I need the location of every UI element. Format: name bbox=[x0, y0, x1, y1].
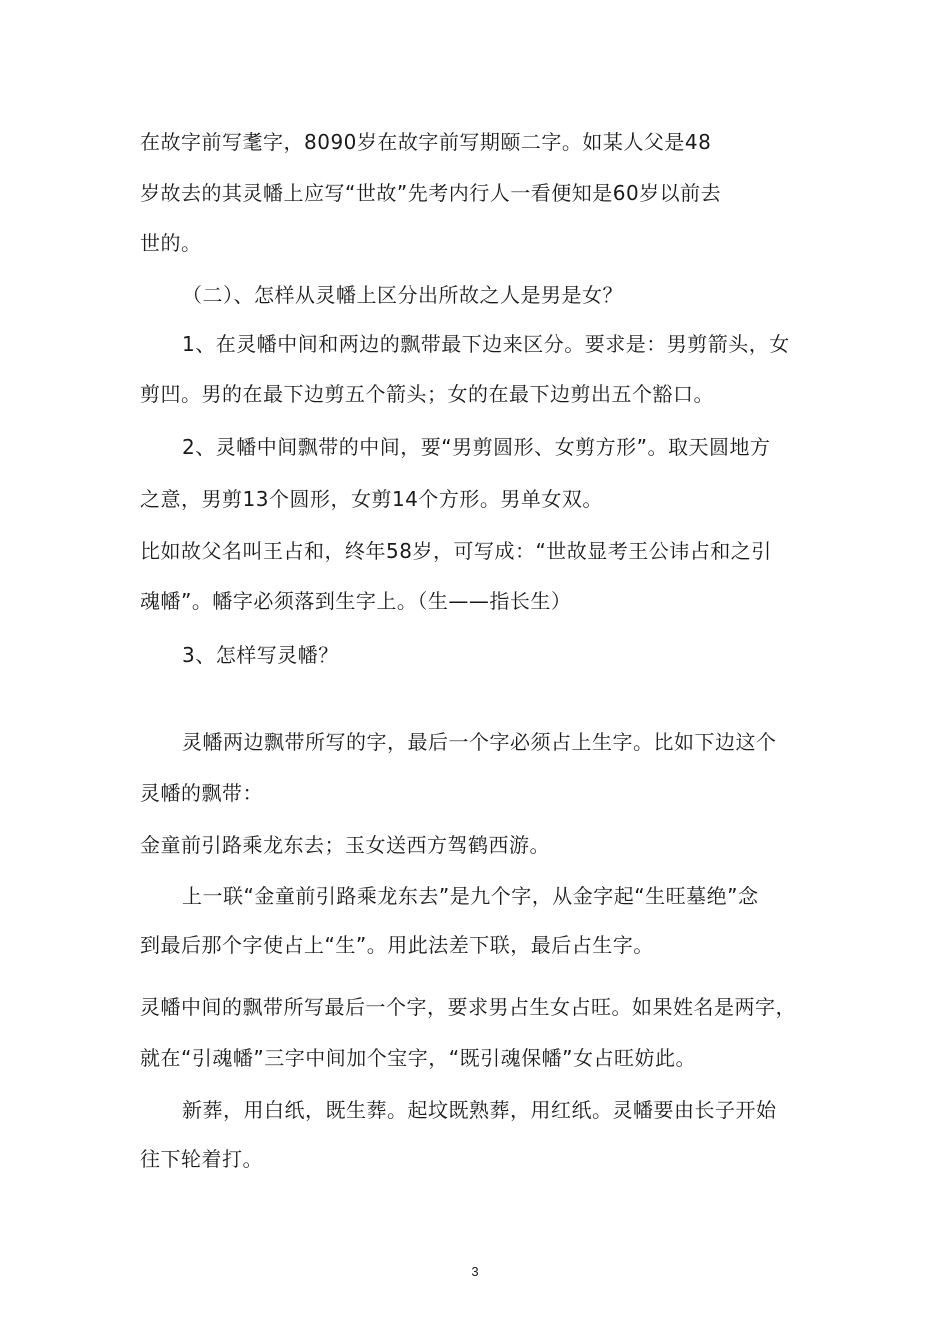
text-line: 灵幡两边飘带所写的字，最后一个字必须占上生字。比如下边这个 bbox=[182, 730, 777, 754]
text-line: 到最后那个字使占上“生”。用此法差下联，最后占生字。 bbox=[140, 933, 654, 957]
text-line: 1、在灵幡中间和两边的飘带最下边来区分。要求是：男剪箭头，女 bbox=[182, 332, 790, 356]
text-line: 新葬，用白纸，既生葬。起坟既熟葬，用红纸。灵幡要由长子开始 bbox=[182, 1098, 777, 1122]
text-line: 魂幡”。幡字必须落到生字上。（生——指长生） bbox=[140, 589, 572, 613]
page-number: 3 bbox=[471, 1264, 479, 1279]
text-line: 上一联“金童前引路乘龙东去”是九个字，从金字起“生旺墓绝”念 bbox=[182, 884, 759, 908]
text-line: 剪凹。男的在最下边剪五个箭头；女的在最下边剪出五个豁口。 bbox=[140, 382, 714, 406]
section-heading: （二）、怎样从灵幡上区分出所故之人是男是女？ bbox=[182, 283, 623, 307]
text-line: 比如故父名叫王占和，终年58岁，可写成：“世故显考王公讳占和之引 bbox=[140, 539, 772, 563]
section-heading: 3、怎样写灵幡？ bbox=[182, 643, 339, 667]
text-line: 世的。 bbox=[140, 231, 202, 255]
text-line: 就在“引魂幡”三字中间加个宝字，“既引魂保幡”女占旺妨此。 bbox=[140, 1046, 696, 1070]
text-line: 灵幡中间的飘带所写最后一个字，要求男占生女占旺。如果姓名是两字， bbox=[140, 995, 796, 1019]
text-line: 往下轮着打。 bbox=[140, 1147, 263, 1171]
text-line: 灵幡的飘带： bbox=[140, 781, 263, 805]
text-line: 2、灵幡中间飘带的中间，要“男剪圆形、女剪方形”。取天圆地方 bbox=[182, 435, 771, 459]
text-line: 金童前引路乘龙东去；玉女送西方驾鹤西游。 bbox=[140, 833, 550, 857]
text-line: 之意，男剪13个圆形，女剪14个方形。男单女双。 bbox=[140, 487, 603, 511]
text-line: 在故字前写耄字，8090岁在故字前写期颐二字。如某人父是48 bbox=[140, 130, 712, 154]
text-line: 岁故去的其灵幡上应写“世故”先考内行人一看便知是60岁以前去 bbox=[140, 181, 722, 205]
